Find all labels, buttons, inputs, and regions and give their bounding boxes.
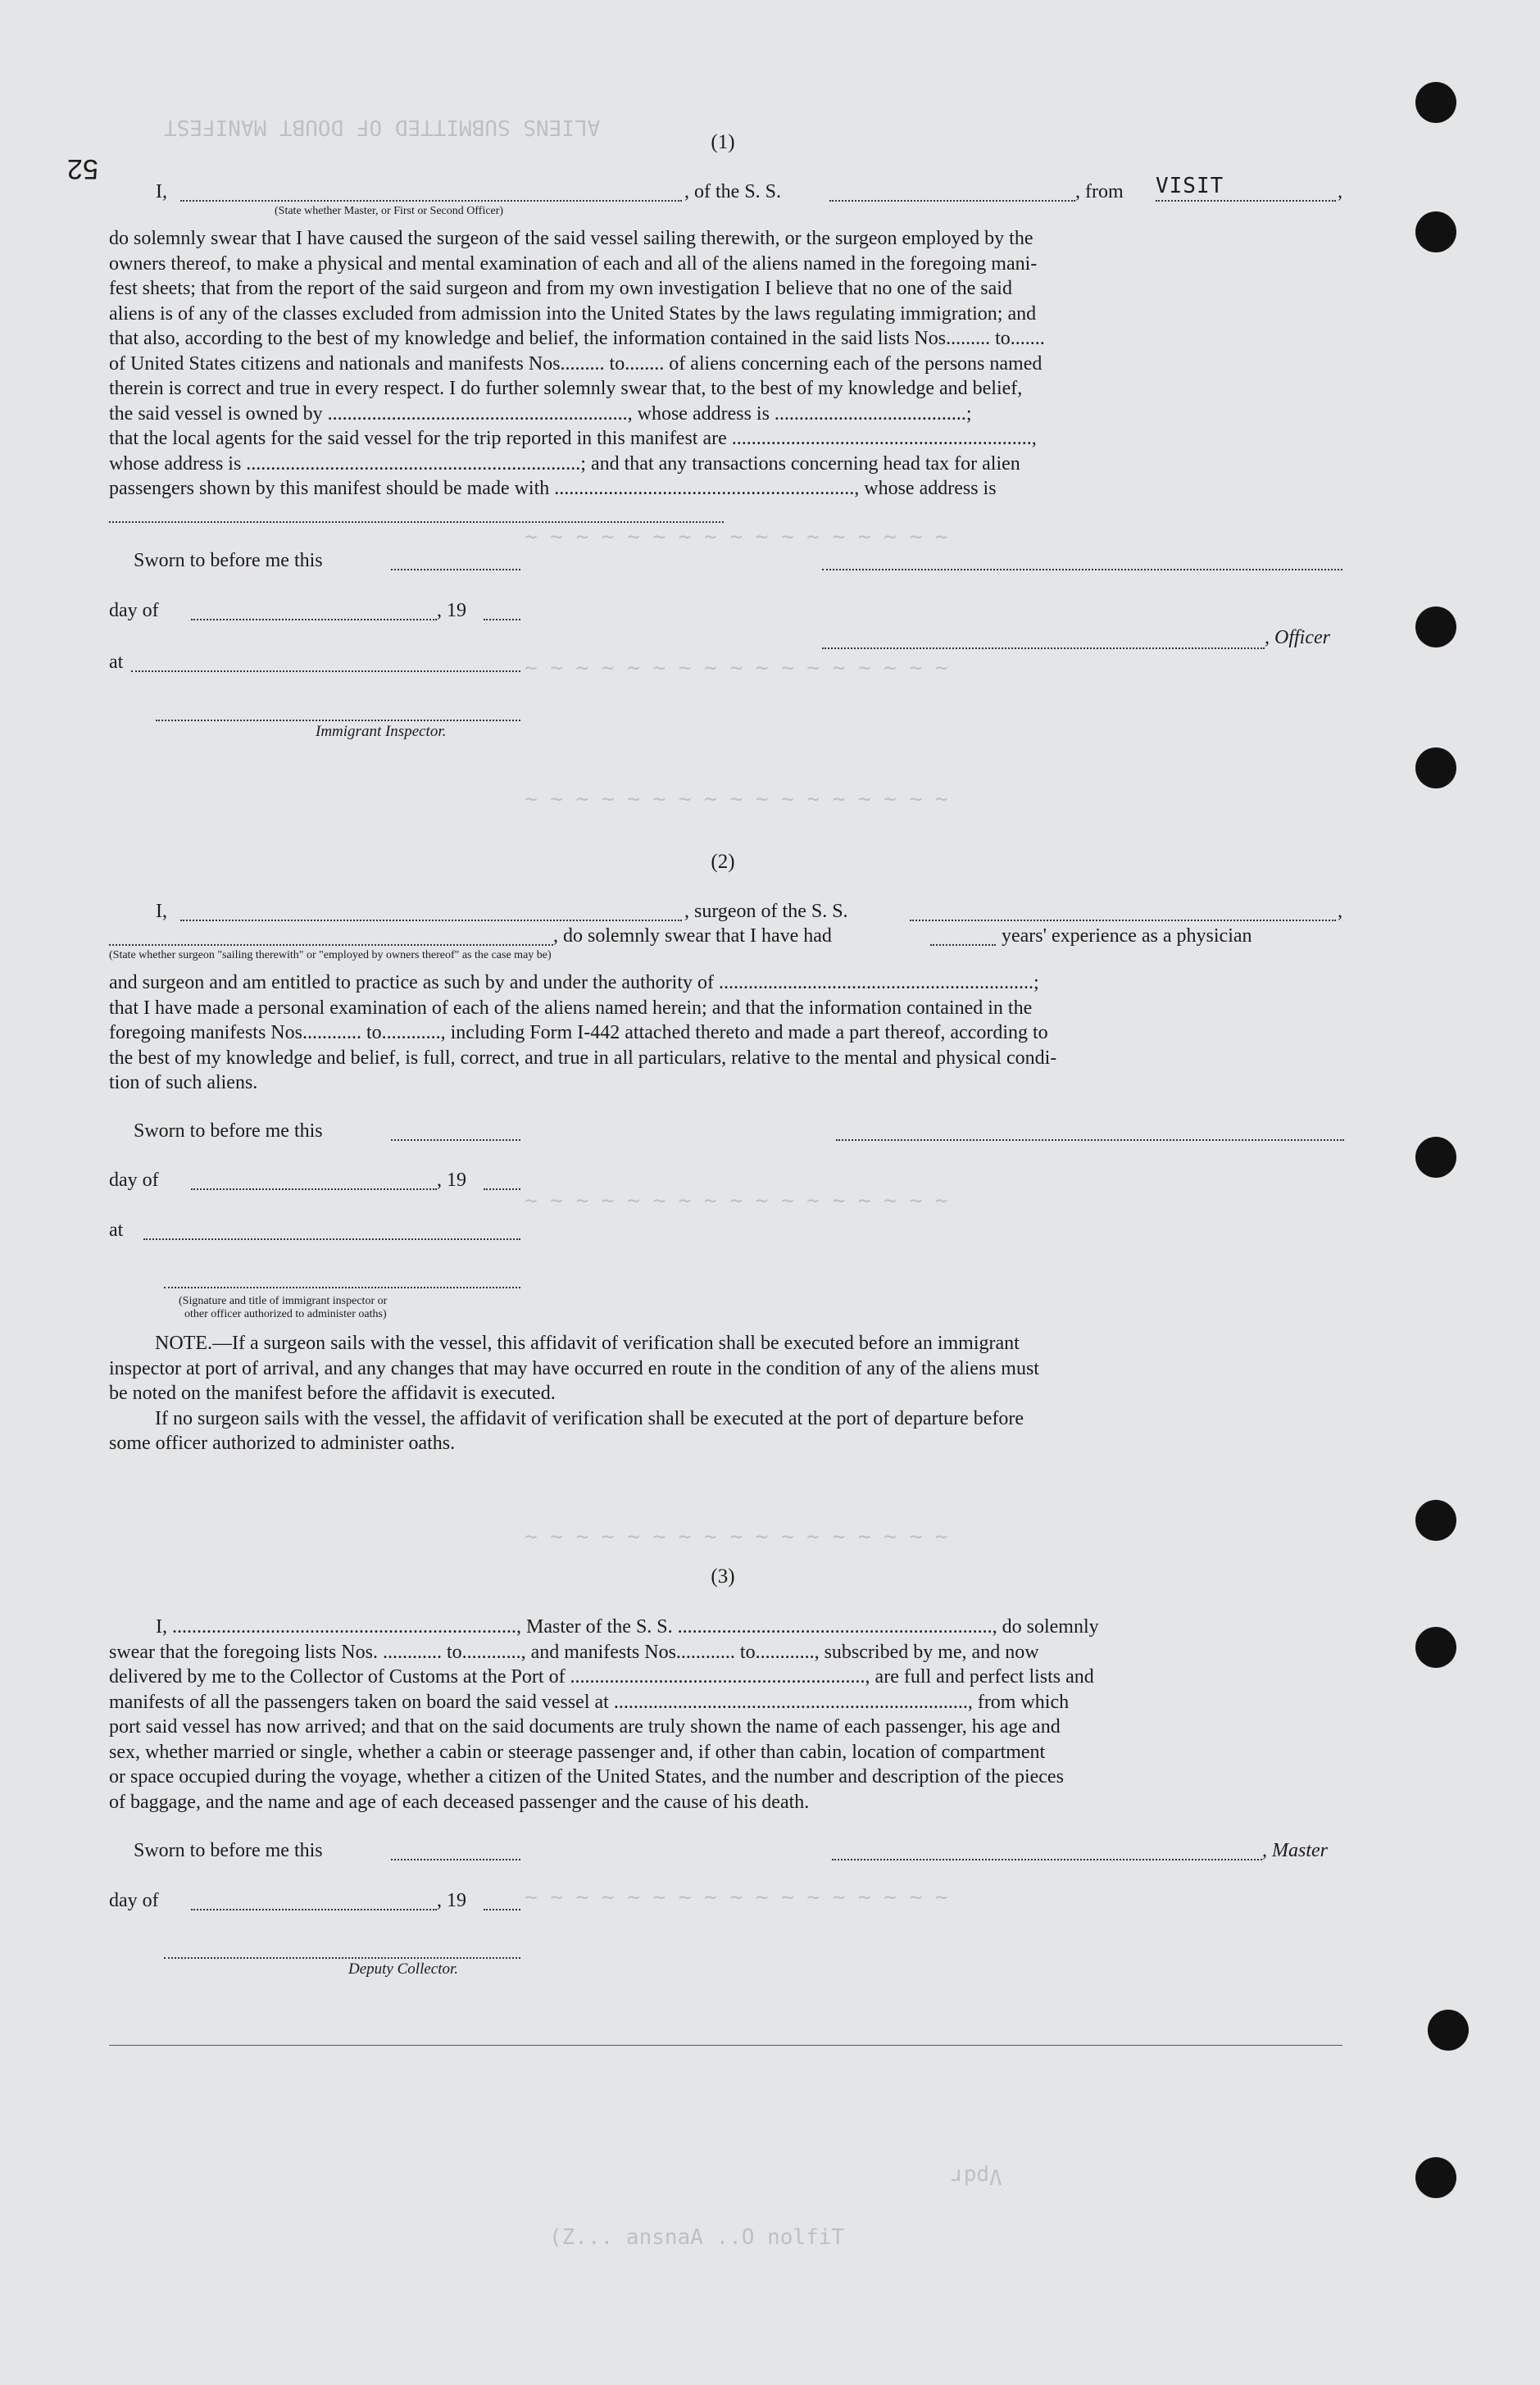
oath-line: do solemnly swear that I have caused the surgeon of the said vessel sailing therewith, or the surgeon employed by the bbox=[109, 228, 1033, 249]
bleed-through-text: Vpdr bbox=[951, 2164, 1002, 2188]
day-of-field[interactable] bbox=[191, 1188, 437, 1190]
binder-hole bbox=[1415, 1137, 1456, 1178]
section-3-oath-paragraph bbox=[109, 1615, 1347, 1815]
binder-hole bbox=[1415, 211, 1456, 252]
note-paragraph bbox=[109, 1331, 1347, 1456]
oath-line: of baggage, and the name and age of each deceased passenger and the cause of his death. bbox=[109, 1791, 810, 1813]
bottom-rule bbox=[109, 2045, 1342, 2046]
oath-line: or space occupied during the voyage, whether a citizen of the United States, and the number and description of the pieces bbox=[109, 1766, 1064, 1788]
section-2-swear-label: , do solemnly swear that I have had bbox=[553, 925, 832, 947]
bleed-through-text: ~ ~ ~ ~ ~ ~ ~ ~ ~ ~ ~ ~ ~ ~ ~ ~ ~ bbox=[525, 525, 948, 549]
binder-hole bbox=[1428, 2010, 1469, 2051]
master-caption: (State whether Master, or First or Second Officer) bbox=[275, 205, 504, 217]
address-continuation-field[interactable] bbox=[109, 521, 724, 523]
oath-line: tion of such aliens. bbox=[109, 1072, 258, 1093]
oath-line: whose address is ....................................................................; and that any transactions concerning head tax for alien bbox=[109, 452, 1020, 475]
binder-hole bbox=[1415, 1500, 1456, 1541]
surgeon-ship-field[interactable] bbox=[910, 920, 1336, 921]
section-1-from-label: , from bbox=[1075, 181, 1124, 202]
ship-name-field[interactable] bbox=[829, 200, 1075, 202]
oath-line: port said vessel has now arrived; and that on the said documents are truly shown the name of each passenger, his age and bbox=[109, 1716, 1061, 1738]
year-field[interactable] bbox=[484, 1909, 520, 1910]
oath-line: swear that the foregoing lists Nos. ............ to............, and manifests Nos............ to............, subscribed by me, and now bbox=[109, 1641, 1039, 1663]
sworn-label: Sworn to before me this bbox=[134, 1840, 323, 1861]
binder-hole bbox=[1415, 606, 1456, 647]
bleed-through-text: ~ ~ ~ ~ ~ ~ ~ ~ ~ ~ ~ ~ ~ ~ ~ ~ ~ bbox=[525, 1524, 948, 1549]
binder-hole bbox=[1415, 1627, 1456, 1668]
oath-line: manifests of all the passengers taken on board the said vessel at ........................................................................, from which bbox=[109, 1691, 1070, 1713]
sworn-date-field[interactable] bbox=[391, 1139, 520, 1141]
sworn-label: Sworn to before me this bbox=[134, 1120, 323, 1142]
sworn-date-field[interactable] bbox=[391, 569, 520, 570]
year-label: , 19 bbox=[437, 1890, 466, 1911]
sworn-label: Sworn to before me this bbox=[134, 550, 323, 571]
at-place-field[interactable] bbox=[131, 670, 520, 672]
oath-line: I, ......................................................................, Master of the S. S. ................................................................, do solemnly bbox=[156, 1616, 1099, 1638]
surgeon-caption: (State whether surgeon "sailing therewith" or "employed by owners thereof" as the case may be) bbox=[109, 949, 552, 961]
master-name-field[interactable] bbox=[180, 200, 682, 202]
oath-line: therein is correct and true in every respect. I do further solemnly swear that, to the best of my knowledge and belief, bbox=[109, 378, 1023, 399]
note-line: some officer authorized to administer oaths. bbox=[109, 1433, 456, 1454]
section-3-number: (3) bbox=[711, 1565, 735, 1588]
section-2-number: (2) bbox=[711, 851, 735, 873]
deputy-collector-signature-field[interactable] bbox=[164, 1957, 520, 1959]
bleed-through-text: (Z... ansnaA ..O nolfiT bbox=[549, 2225, 845, 2250]
oath-line: that I have made a personal examination of each of the aliens named herein; and that the information contained in the bbox=[109, 997, 1033, 1019]
bleed-through-text: ~ ~ ~ ~ ~ ~ ~ ~ ~ ~ ~ ~ ~ ~ ~ ~ ~ bbox=[525, 787, 948, 811]
note-line: NOTE.—If a surgeon sails with the vessel, this affidavit of verification shall be executed before an immigrant bbox=[155, 1333, 1020, 1354]
day-of-label: day of bbox=[109, 1170, 159, 1191]
immigrant-inspector-caption: Immigrant Inspector. bbox=[316, 723, 447, 740]
oath-line: that also, according to the best of my knowledge and belief, the information contained in the said lists Nos......... to....... bbox=[109, 328, 1045, 349]
oath-line: owners thereof, to make a physical and mental examination of each and all of the aliens named in the foregoing mani- bbox=[109, 252, 1038, 275]
section-2-years-label: years' experience as a physician bbox=[1002, 925, 1252, 947]
section-2-surgeon-label: , surgeon of the S. S. bbox=[684, 901, 848, 922]
oath-line: foregoing manifests Nos............ to............, including Form I-442 attached thereto and made a part thereof, according to bbox=[109, 1022, 1048, 1043]
surgeon-status-field[interactable] bbox=[109, 944, 553, 946]
page-number: 52 bbox=[67, 153, 98, 184]
binder-hole bbox=[1415, 2157, 1456, 2198]
section-1-number: (1) bbox=[711, 131, 735, 153]
signature-caption: (Signature and title of immigrant inspector or bbox=[179, 1295, 388, 1307]
oath-line: passengers shown by this manifest should be made with ............................................................., whose address is bbox=[109, 478, 997, 499]
officer-signature-field[interactable] bbox=[822, 647, 1265, 649]
year-label: , 19 bbox=[437, 600, 466, 621]
bleed-through-text: ~ ~ ~ ~ ~ ~ ~ ~ ~ ~ ~ ~ ~ ~ ~ ~ ~ bbox=[525, 1188, 948, 1213]
oath-line: that the local agents for the said vessel for the trip reported in this manifest are ............................................................., bbox=[109, 428, 1037, 449]
section-2-i-label: I, bbox=[156, 901, 167, 922]
oath-line: aliens is of any of the classes excluded from admission into the United States by the laws regulating immigration; and bbox=[109, 302, 1037, 325]
master-signature-field[interactable] bbox=[832, 1859, 1262, 1860]
officer-label: , Officer bbox=[1265, 627, 1330, 648]
day-of-label: day of bbox=[109, 600, 159, 621]
sworn-date-field[interactable] bbox=[391, 1859, 520, 1860]
oath-line: of United States citizens and nationals and manifests Nos......... to........ of aliens concerning each of the persons named bbox=[109, 352, 1043, 375]
section-2-oath-paragraph bbox=[109, 970, 1347, 1096]
day-of-field[interactable] bbox=[191, 1909, 437, 1910]
section-1-oath-paragraph bbox=[109, 226, 1347, 502]
bleed-through-text: ~ ~ ~ ~ ~ ~ ~ ~ ~ ~ ~ ~ ~ ~ ~ ~ ~ bbox=[525, 656, 948, 680]
binder-hole bbox=[1415, 747, 1456, 788]
from-port-handwritten: VISIT bbox=[1156, 174, 1224, 198]
oath-line: the best of my knowledge and belief, is full, correct, and true in all particulars, relative to the mental and physical condi- bbox=[109, 1047, 1057, 1069]
from-port-field[interactable] bbox=[1156, 200, 1336, 202]
surgeon-name-field[interactable] bbox=[180, 920, 682, 921]
year-label: , 19 bbox=[437, 1170, 466, 1191]
day-of-label: day of bbox=[109, 1890, 159, 1911]
binder-hole bbox=[1415, 82, 1456, 123]
day-of-field[interactable] bbox=[191, 619, 437, 620]
master-label: , Master bbox=[1262, 1840, 1328, 1861]
oath-line: sex, whether married or single, whether a cabin or steerage passenger and, if other than cabin, location of compartment bbox=[109, 1741, 1046, 1763]
oath-line: and surgeon and am entitled to practice as such by and under the authority of ................................................................; bbox=[109, 972, 1039, 993]
section-1-line1-tail: , bbox=[1338, 181, 1342, 202]
master-signature-field[interactable] bbox=[822, 569, 1342, 570]
note-line: be noted on the manifest before the affidavit is executed. bbox=[109, 1383, 556, 1404]
inspector-signature-field[interactable] bbox=[156, 720, 520, 721]
section-2-line1-tail: , bbox=[1338, 901, 1342, 922]
section-1-of-ss-label: , of the S. S. bbox=[684, 181, 782, 202]
at-label: at bbox=[109, 652, 124, 673]
year-field[interactable] bbox=[484, 619, 520, 620]
note-line: inspector at port of arrival, and any changes that may have occurred en route in the condition of any of the aliens must bbox=[109, 1357, 1039, 1379]
inspector-signature-field[interactable] bbox=[164, 1287, 520, 1288]
oath-line: fest sheets; that from the report of the said surgeon and from my own investigation I believe that no one of the said bbox=[109, 278, 1012, 299]
bleed-through-text: ~ ~ ~ ~ ~ ~ ~ ~ ~ ~ ~ ~ ~ ~ ~ ~ ~ bbox=[525, 1885, 948, 1910]
at-label: at bbox=[109, 1220, 124, 1241]
oath-line: delivered by me to the Collector of Customs at the Port of ............................................................, are full and perfect lists and bbox=[109, 1666, 1094, 1688]
oath-line: the said vessel is owned by ............................................................., whose address is .......................................; bbox=[109, 402, 972, 425]
at-place-field[interactable] bbox=[143, 1238, 520, 1240]
note-line: If no surgeon sails with the vessel, the affidavit of verification shall be executed at the port of departure before bbox=[155, 1407, 1024, 1429]
surgeon-signature-field[interactable] bbox=[836, 1139, 1344, 1141]
section-1-i-label: I, bbox=[156, 181, 167, 202]
deputy-collector-caption: Deputy Collector. bbox=[348, 1960, 459, 1978]
bleed-through-text: ALIENS SUBMITTED OF DOUBT MANIFEST bbox=[164, 115, 601, 139]
year-field[interactable] bbox=[484, 1188, 520, 1190]
years-experience-field[interactable] bbox=[930, 944, 996, 946]
signature-caption: other officer authorized to administer oaths) bbox=[184, 1308, 387, 1320]
